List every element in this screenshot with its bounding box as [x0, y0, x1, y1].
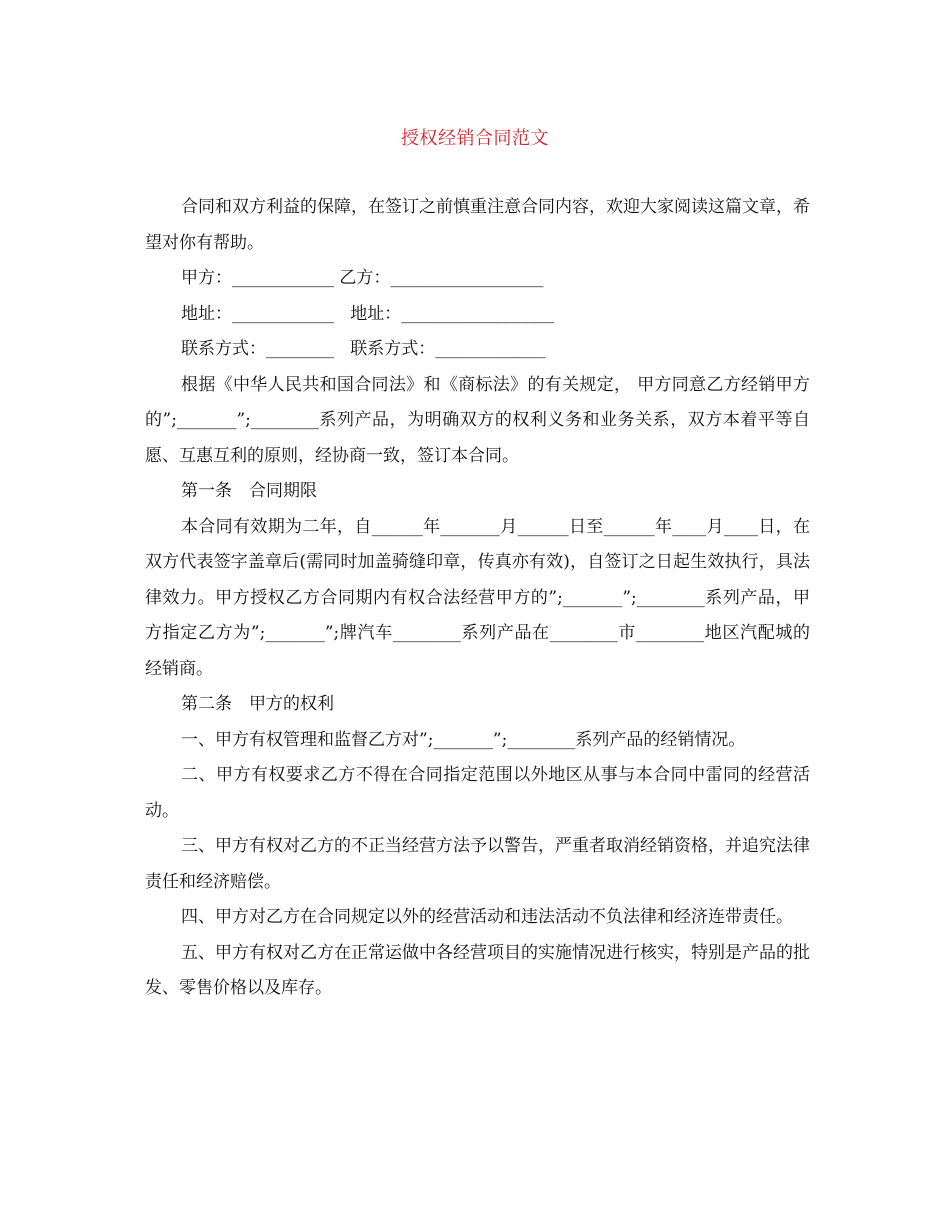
article-2-item-2: 二、甲方有权要求乙方不得在合同指定范围以外地区从事与本合同中雷同的经营活动。: [145, 765, 810, 821]
article-2-item-3: 三、甲方有权对乙方的不正当经营方法予以警告，严重者取消经销资格，并追究法律责任和经济赔偿。: [145, 836, 810, 892]
article-2-item-4: 四、甲方对乙方在合同规定以外的经营活动和违法活动不负法律和经济连带责任。: [181, 907, 793, 927]
article-2-item-1: 一、甲方有权管理和监督乙方对”;_______”;________系列产品的经销情况。: [181, 729, 746, 750]
paragraph-intro: 合同和双方利益的保障，在签订之前慎重注意合同内容，欢迎大家阅读这篇文章，希望对你有帮助。: [145, 197, 810, 253]
document-body: [145, 190, 810, 1007]
document-title: 授权经销合同范文: [401, 128, 549, 149]
paragraph-party-contacts: 联系方式：________ 联系方式：_____________: [181, 339, 546, 359]
article-1-heading: 第一条 合同期限: [181, 481, 317, 501]
paragraph-party-names: 甲方：____________ 乙方：__________________: [181, 268, 544, 288]
article-2-heading: 第二条 甲方的权利: [181, 694, 334, 714]
article-1-body: 本合同有效期为二年，自______年_______月______日至______年____月____日，在双方代表签字盖章后(需同时加盖骑缝印章，传真亦有效)，自签订之日起生效执行，具法律效力。甲方授权乙方合同期内有权合法经营甲方的”;_______”;________系列产品，甲方指定乙方为”;_______”;牌汽车________系列产品在________市________地区汽配城的经销商。: [145, 516, 810, 679]
paragraph-party-addresses: 地址：____________ 地址：__________________: [181, 303, 555, 324]
paragraph-preamble: 根据《中华人民共和国合同法》和《商标法》的有关规定， 甲方同意乙方经销甲方的”;_______”;________系列产品，为明确双方的权利义务和业务关系，双方本着平等自愿、互惠互利的原则，经协商一致，签订本合同。: [145, 374, 810, 466]
article-2-item-5: 五、甲方有权对乙方在正常运做中各经营项目的实施情况进行核实，特别是产品的批发、零售价格以及库存。: [145, 942, 810, 998]
